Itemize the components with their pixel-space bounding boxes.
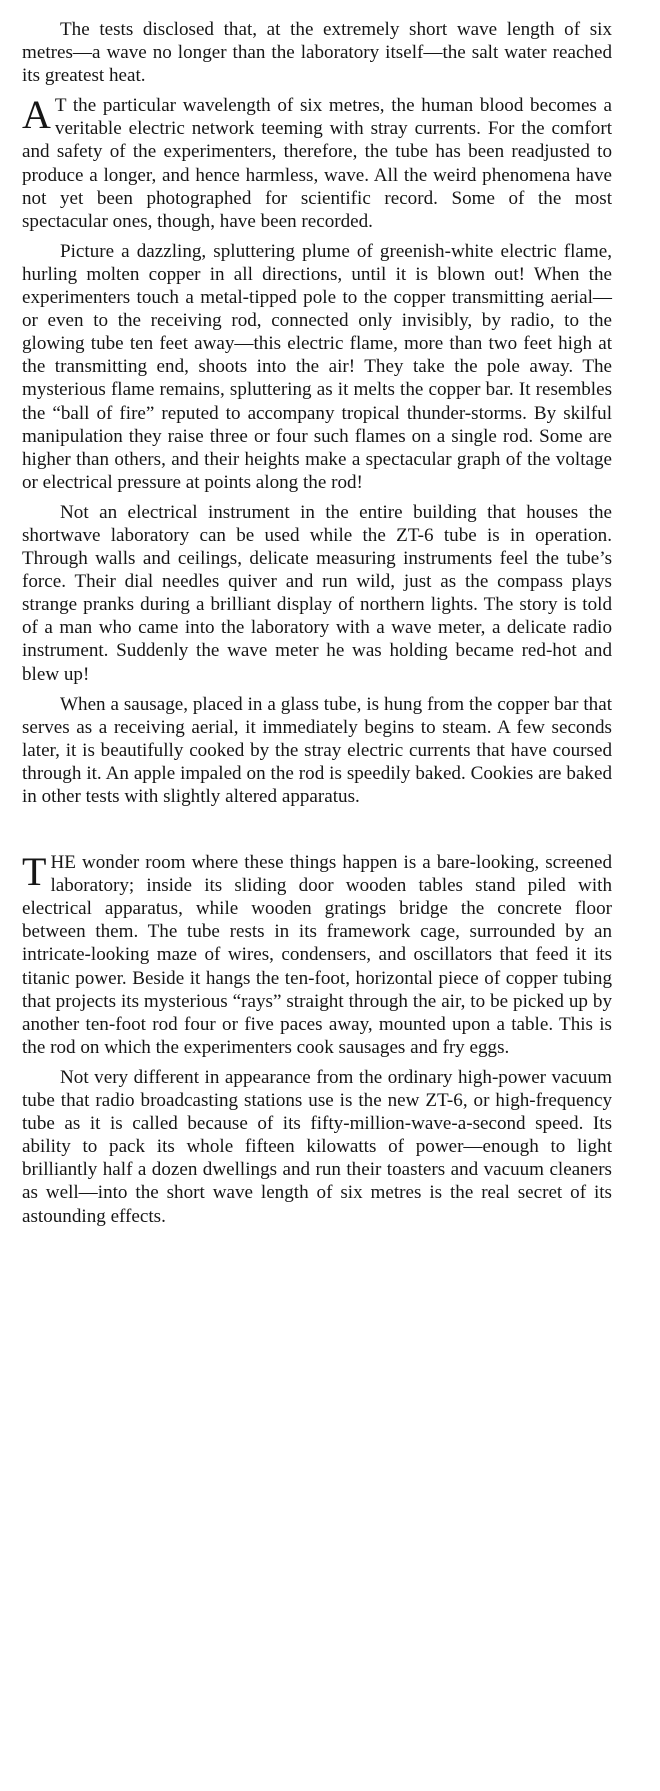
article-column [22, 18, 612, 1235]
paragraph-electric-flame: Picture a dazzling, spluttering plume of greenish-white electric flame, hurling molten copper in all directions, until it is blown out! When the experimenters touch a metal-tipped pole to the copper transmitting aerial—or even to the receiving rod, connected only invisibly, by radio, to the glowing tube ten feet away—this electric flame, more than two feet high at the transmitting end, shoots into the air! They take the pole away. The mysterious flame remains, spluttering as it melts the copper bar. It resembles the “ball of fire” reputed to accompany tropical thunder-storms. By skilful manipulation they raise three or four such flames on a single rod. Some are higher than others, and their heights make a spectacular graph of the voltage or electrical pressure at points along the rod! [22, 240, 612, 493]
paragraph-wonder-room [22, 851, 612, 1059]
section-divider-space [22, 815, 612, 851]
paragraph-wonder-room-text: HE wonder room where these things happen is a bare-looking, screened laboratory; inside its sliding door wooden tables stand piled with electrical apparatus, while wooden gratings bridge the concrete floor between them. The tube rests in its framework cage, surrounded by an intricate-looking maze of wires, condensers, and oscillators that feed it its titanic power. Beside it hangs the ten-foot, horizontal piece of copper tubing that projects its mysterious “rays” straight through the air, to be picked up by another ten-foot rod four or five paces away, mounted upon a table. This is the rod on which the experimenters cook sausages and fry eggs. [22, 852, 612, 1058]
paragraph-sausage: When a sausage, placed in a glass tube, is hung from the copper bar that serves as a receiving aerial, it immediately begins to steam. A few seconds later, it is beautifully cooked by the stray electric currents that have coursed through it. An apple impaled on the rod is speedily baked. Cookies are baked in other tests with slightly altered apparatus. [22, 693, 612, 807]
paragraph-wavelength [22, 94, 612, 233]
paragraph-wavelength-text: T the particular wavelength of six metres, the human blood becomes a veritable electric network teeming with stray currents. For the comfort and safety of the experimenters, therefore, the tube has been readjusted to produce a longer, and hence harmless, wave. All the weird phenomena have not yet been photographed for scientific record. Some of the most spectacular ones, though, have been recorded. [22, 95, 612, 232]
drop-cap-letter: T [22, 849, 47, 895]
paragraph-zt6-tube: Not very different in appearance from the ordinary high-power vacuum tube that radio broadcasting stations use is the new ZT-6, or high-frequency tube as it is called because of its fifty-million-wave-a-second speed. Its ability to pack its whole fifteen kilowatts of power—enough to light brilliantly half a dozen dwellings and run their toasters and vacuum cleaners as well—into the short wave length of six metres is the real secret of its astounding effects. [22, 1066, 612, 1227]
paragraph-tests-disclosed: The tests disclosed that, at the extremely short wave length of six metres—a wave no longer than the laboratory itself—the salt water reached its greatest heat. [22, 19, 612, 87]
paragraph-electrical-instruments: Not an electrical instrument in the entire building that houses the shortwave laboratory can be used while the ZT-6 tube is in operation. Through walls and ceilings, delicate measuring instruments feel the tube’s force. Their dial needles quiver and run wild, just as the compass plays strange pranks during a brilliant display of northern lights. The story is told of a man who came into the laboratory with a wave meter, a delicate radio instrument. Suddenly the wave meter he was holding became red-hot and blew up! [22, 501, 612, 685]
drop-cap-letter: A [22, 92, 51, 138]
